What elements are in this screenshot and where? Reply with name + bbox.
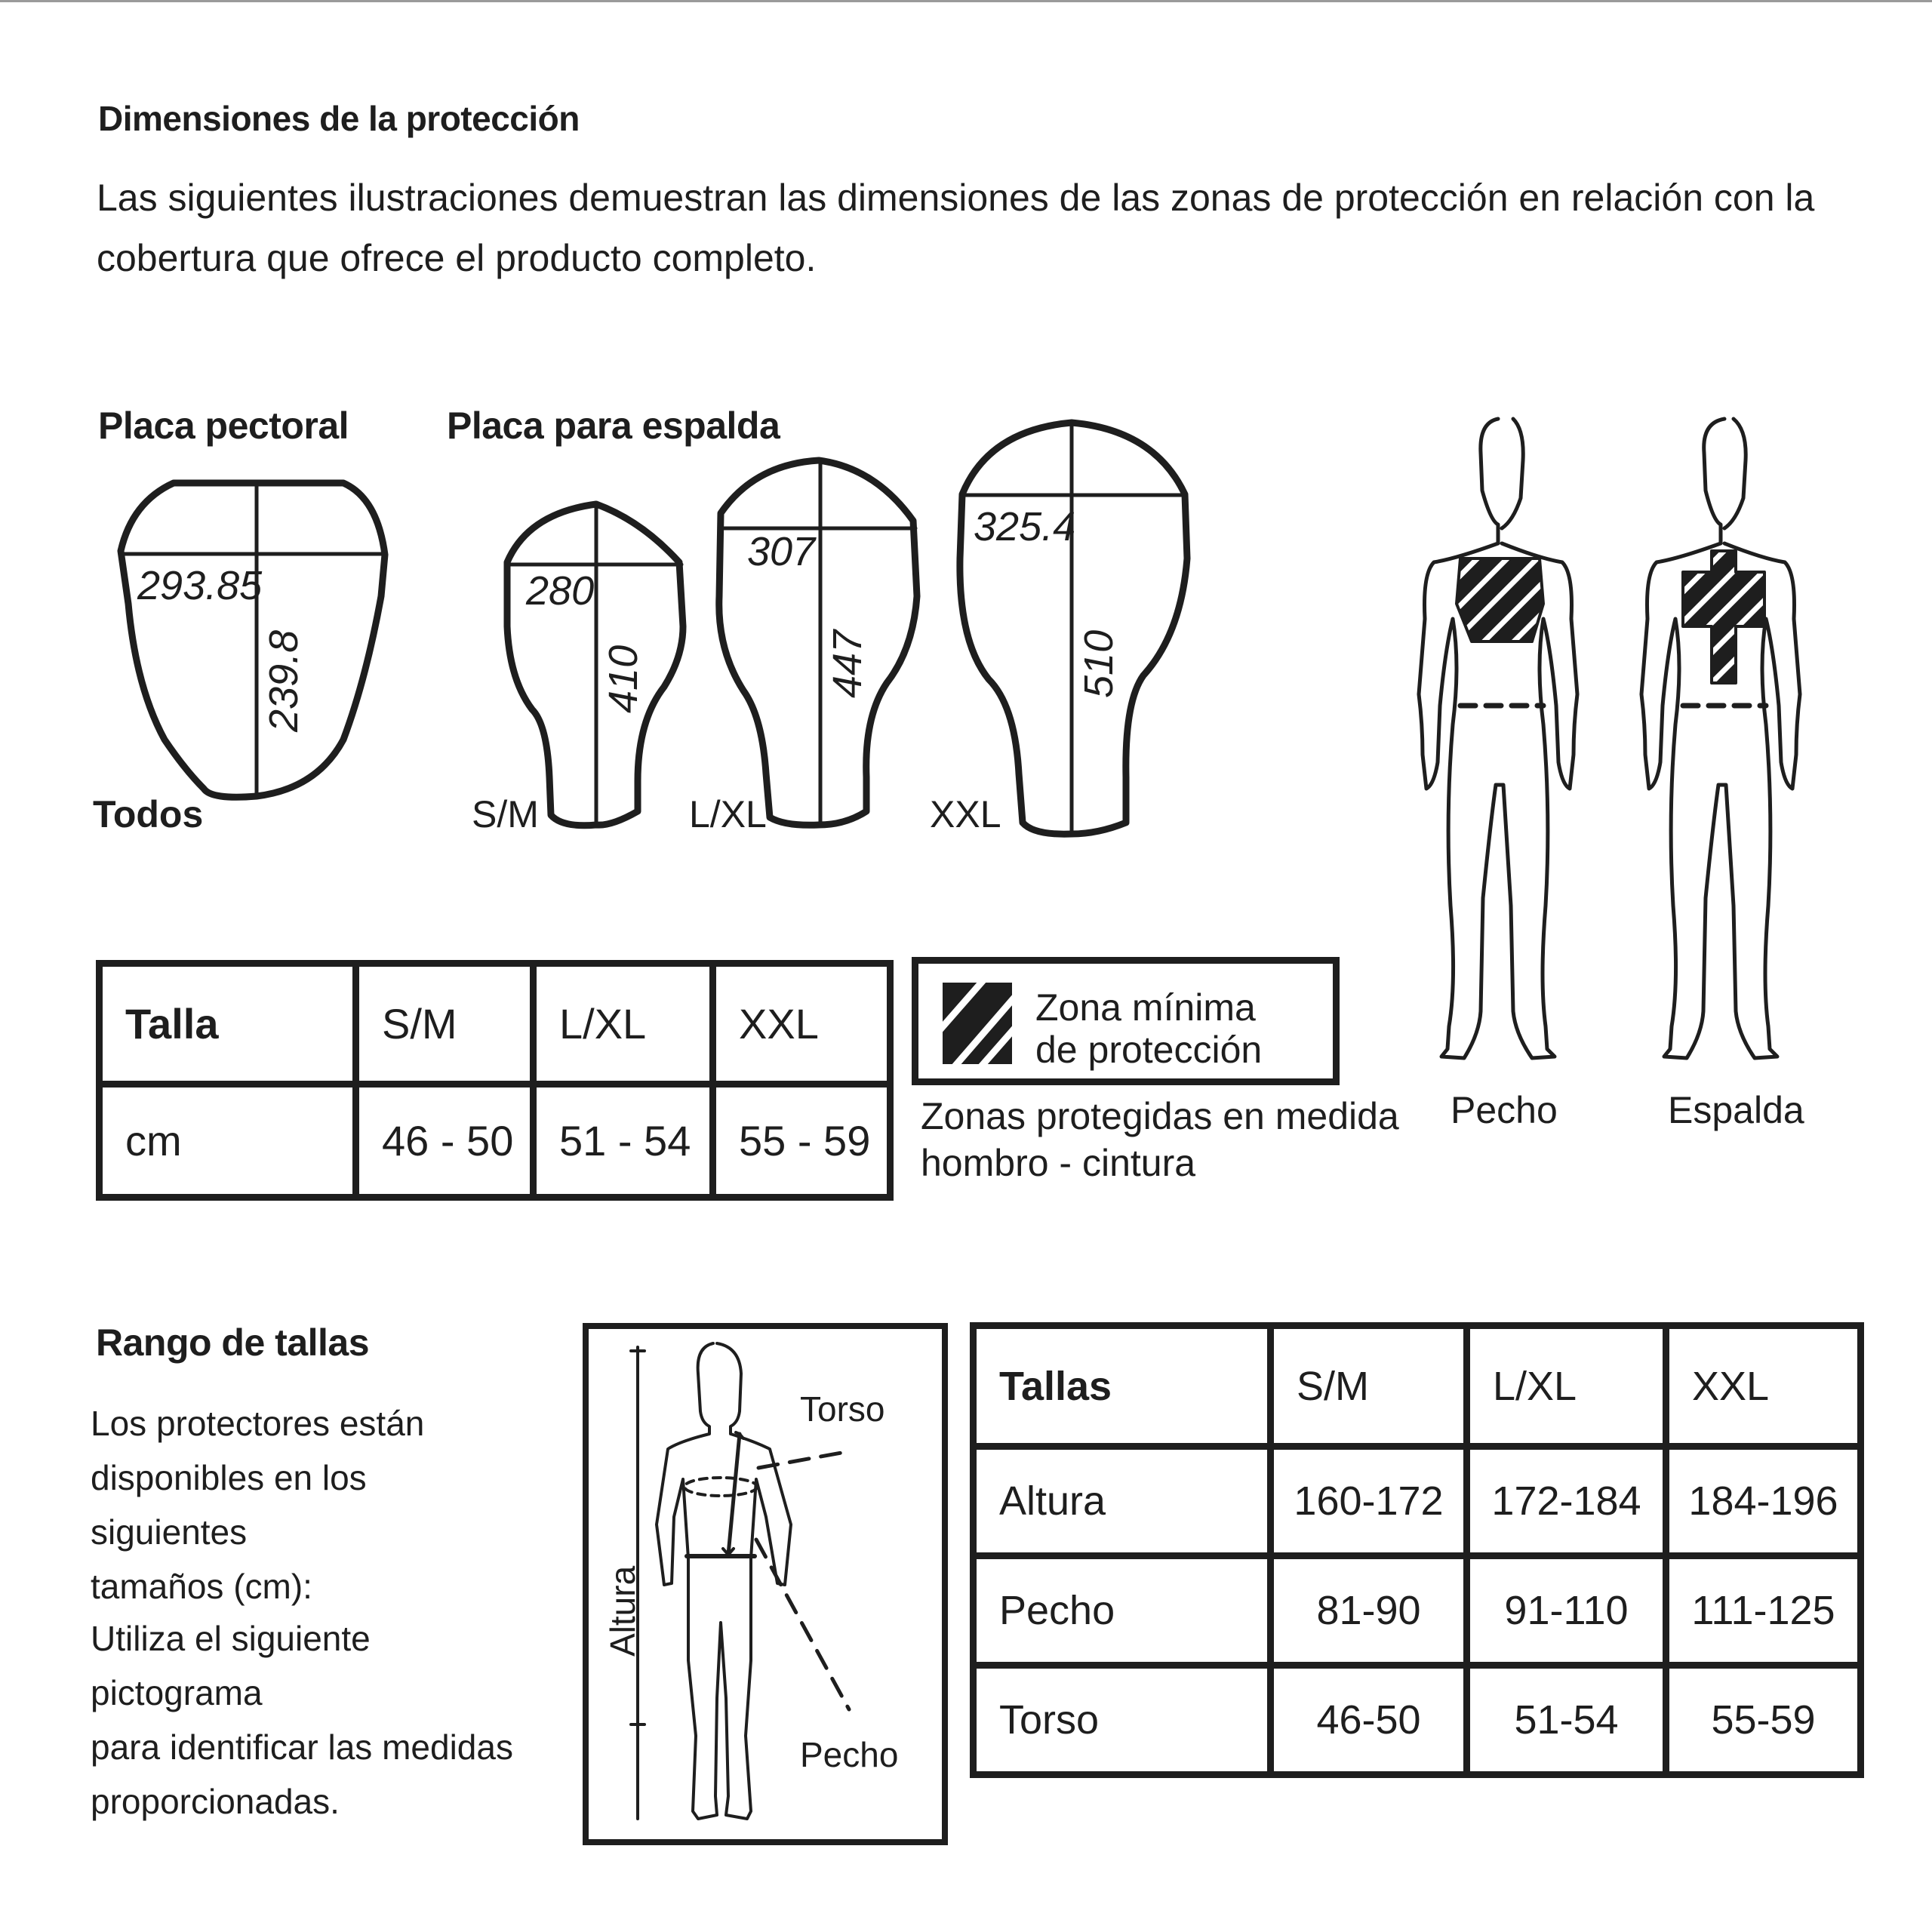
range-table-row (974, 1666, 1861, 1775)
chest-size-label: Todos (93, 793, 204, 835)
range-table-cell: 184-196 (1666, 1447, 1861, 1556)
legend-note-line-2: hombro - cintura (921, 1142, 1196, 1184)
back-sm-height-label: 410 (601, 645, 646, 713)
range-text-2-line-1: Utiliza el siguiente pictograma (91, 1619, 371, 1712)
range-text-1-line-2: disponibles en los siguientes (91, 1458, 367, 1552)
intro-paragraph: Las siguientes ilustraciones demuestran las dimensiones de las zonas de protección en relación con la cobertura que ofrece el producto completo. (97, 177, 1815, 279)
range-table-cell: 51-54 (1467, 1666, 1666, 1775)
range-text-2-line-2: para identificar las medidas (91, 1727, 513, 1767)
range-table-cell: 111-125 (1666, 1556, 1861, 1666)
back-lxl-width-label: 307 (747, 529, 816, 574)
chest-plate-heading: Placa pectoral (98, 405, 349, 447)
legend-line-2: de protección (1035, 1029, 1263, 1071)
pictogram-torso-label: Torso (800, 1389, 885, 1429)
size-table-header-label: Talla (100, 964, 356, 1084)
range-text-2-line-3: proporcionadas. (91, 1782, 340, 1821)
back-sm-size-label: S/M (472, 793, 539, 835)
range-text-1-line-3: tamaños (cm): (91, 1567, 312, 1606)
page-title: Dimensiones de la protección (98, 99, 580, 138)
back-figure-label: Espalda (1668, 1089, 1804, 1131)
legend-line-1: Zona mínima (1035, 986, 1256, 1029)
range-table-row (974, 1556, 1861, 1666)
range-table-header-lxl: L/XL (1467, 1326, 1666, 1447)
range-table-header-xxl: XXL (1666, 1326, 1861, 1447)
size-table-value-sm: 46 - 50 (356, 1084, 534, 1198)
back-xxl-width-label: 325.4 (974, 504, 1076, 549)
range-table-row-label: Altura (974, 1447, 1271, 1556)
size-table-header-sm: S/M (356, 964, 534, 1084)
size-table-header-xxl: XXL (713, 964, 891, 1084)
front-figure-label: Pecho (1451, 1089, 1558, 1131)
size-table-value-xxl: 55 - 59 (713, 1084, 891, 1198)
range-table-header-label: Tallas (974, 1326, 1271, 1447)
range-table-cell: 172-184 (1467, 1447, 1666, 1556)
size-table-value-lxl: 51 - 54 (534, 1084, 713, 1198)
range-heading: Rango de tallas (96, 1321, 370, 1364)
range-table-row (974, 1447, 1861, 1556)
range-table-row-label: Torso (974, 1666, 1271, 1775)
range-table-row-label: Pecho (974, 1556, 1271, 1666)
size-table-row-label: cm (100, 1084, 356, 1198)
back-xxl-height-label: 510 (1076, 629, 1121, 698)
chest-width-label: 293.85 (137, 563, 263, 608)
back-lxl-height-label: 447 (825, 629, 870, 698)
range-table-header-sm: S/M (1271, 1326, 1467, 1447)
pictogram-height-label: Altura (603, 1565, 642, 1657)
pictogram-chest-label: Pecho (800, 1735, 899, 1774)
range-table-cell: 160-172 (1271, 1447, 1467, 1556)
range-table-cell: 46-50 (1271, 1666, 1467, 1775)
range-table-cell: 81-90 (1271, 1556, 1467, 1666)
back-plate-heading: Placa para espalda (447, 405, 780, 447)
back-xxl-size-label: XXL (930, 793, 1001, 835)
range-text-1-line-1: Los protectores están (91, 1404, 425, 1443)
range-table (970, 1322, 1864, 1778)
size-table-header-lxl: L/XL (534, 964, 713, 1084)
range-table-cell: 55-59 (1666, 1666, 1861, 1775)
back-lxl-size-label: L/XL (689, 793, 767, 835)
legend-note-line-1: Zonas protegidas en medida (921, 1095, 1399, 1137)
range-table-cell: 91-110 (1467, 1556, 1666, 1666)
back-sm-width-label: 280 (526, 568, 595, 614)
chest-height-label: 239.8 (261, 629, 306, 732)
